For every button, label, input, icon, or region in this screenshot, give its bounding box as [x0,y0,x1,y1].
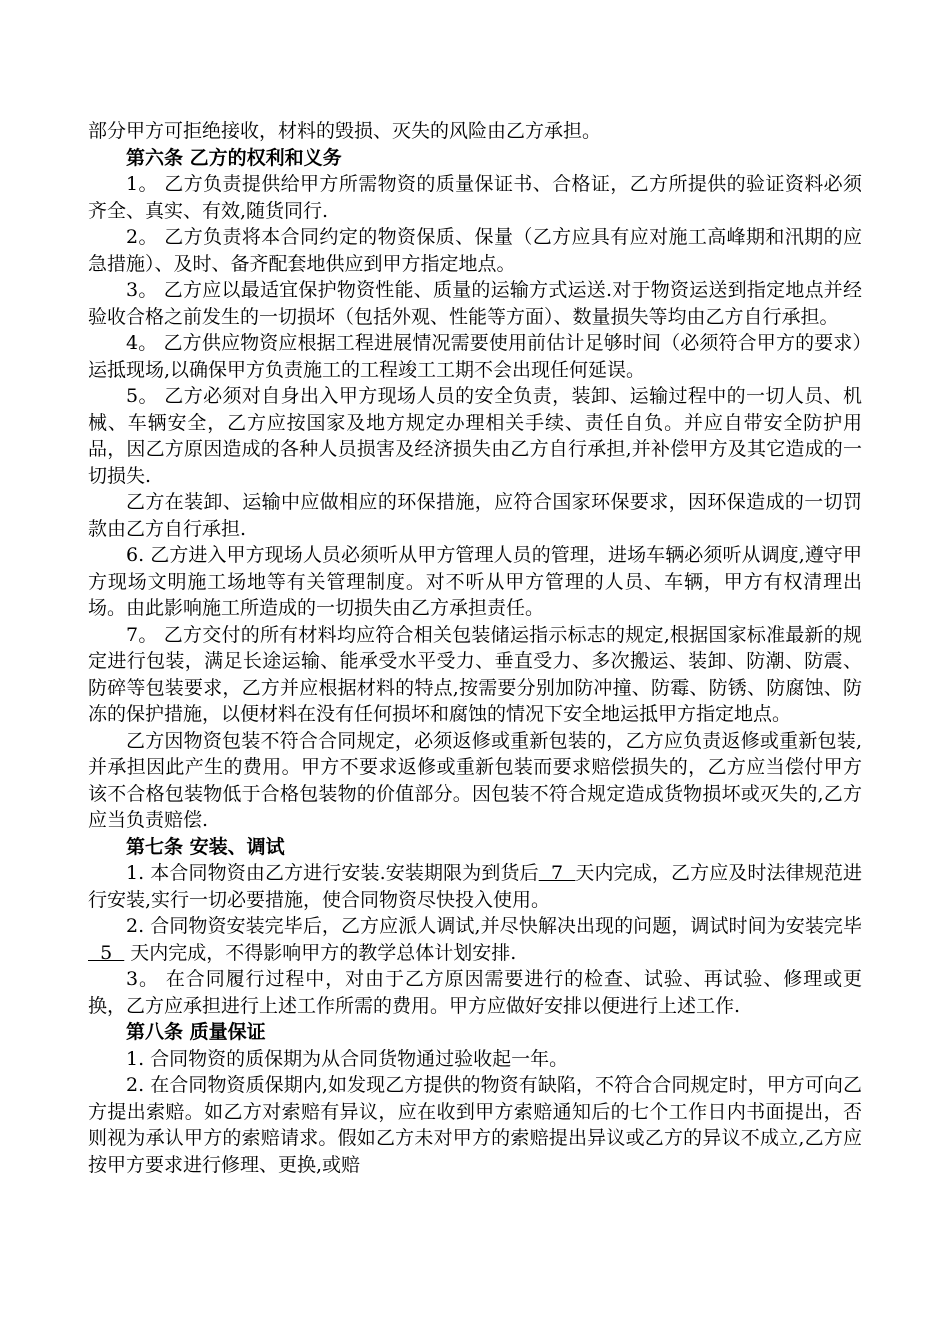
paragraph: 部分甲方可拒绝接收，材料的毁损、灭失的风险由乙方承担。 [88,120,602,142]
article-7-heading: 第七条 安装、调试 [126,835,285,858]
clause-6-6: 6. 乙方进入甲方现场人员必须听从甲方管理人员的管理，进场车辆必须听从调度,遵守甲方现场文明施工场地等有关管理制度。对不听从甲方管理的人员、车辆，甲方有权清理出场。由此影响施工所造成的一切损失由乙方承担责任。 [88,544,862,619]
clause-6-4: 4。 乙方供应物资应根据工程进展情况需要使用前估计足够时间（必须符合甲方的要求）运抵现场,以确保甲方负责施工的工程竣工工期不会出现任何延误。 [88,332,862,381]
clause-6-7-packaging: 乙方因物资包装不符合合同规定，必须返修或重新包装的，乙方应负责返修或重新包装,并承担因此产生的费用。甲方不要求返修或重新包装而要求赔偿损失的，乙方应当偿付甲方该不合格包装物低于合格包装物的价值部分。因包装不符合规定造成货物损坏或灭失的,乙方应当负责赔偿. [88,729,862,831]
clause-6-5: 5。 乙方必须对自身出入甲方现场人员的安全负责，装卸、运输过程中的一切人员、机械、车辆安全，乙方应按国家及地方规定办理相关手续、责任自负。并应自带安全防护用品，因乙方原因造成的各种人员损害及经济损失由乙方自行承担,并补偿甲方及其它造成的一切损失. [88,385,862,487]
install-days-field: 7 [538,862,576,884]
clause-6-1: 1。 乙方负责提供给甲方所需物资的质量保证书、合格证，乙方所提供的验证资料必须齐全、真实、有效,随货同行. [88,173,862,222]
clause-7-2-text-a: 2. 合同物资安装完毕后，乙方应派人调试,并尽快解决出现的问题，调试时间为安装完毕 [126,915,862,937]
debug-days-field: 5 [88,941,125,964]
article-8-heading: 第八条 质量保证 [126,1021,266,1043]
article-6-heading: 第六条 乙方的权利和义务 [126,146,342,169]
clause-6-5-environment: 乙方在装卸、运输中应做相应的环保措施，应符合国家环保要求，因环保造成的一切罚款由乙方自行承担. [88,491,862,540]
clause-7-1 [88,860,862,913]
clause-7-2 [88,913,862,966]
clause-7-1-text-b: 天内完成，乙方应及时法律规范进行安装,实行一切必要措施，使合同物资尽快投入使用。 [88,862,862,911]
clause-7-2-text-b: 天内完成，不得影响甲方的教学总体计划安排. [124,941,517,964]
clause-6-2: 2。 乙方负责将本合同约定的物资保质、保量（乙方应具有应对施工高峰期和汛期的应急措施）、及时、备齐配套地供应到甲方指定地点。 [88,226,862,275]
clause-8-1: 1. 合同物资的质保期为从合同货物通过验收起一年。 [126,1047,569,1070]
clause-7-1-text-a: 1. 本合同物资由乙方进行安装.安装期限为到货后 [126,862,539,884]
clause-6-3: 3。 乙方应以最适宜保护物资性能、质量的运输方式运送.对于物资运送到指定地点并经验收合格之前发生的一切损坏（包括外观、性能等方面）、数量损失等均由乙方自行承担。 [88,279,862,328]
clause-8-2: 2. 在合同物资质保期内,如发现乙方提供的物资有缺陷，不符合合同规定时，甲方可向乙方提出索赔。如乙方对索赔有异议，应在收到甲方索赔通知后的七个工作日内书面提出，否则视为承认甲方的索赔请求。假如乙方未对甲方的索赔提出异议或乙方的异议不成立,乙方应按甲方要求进行修理、更换,或赔 [88,1074,862,1176]
clause-6-7: 7。 乙方交付的所有材料均应符合相关包装储运指示标志的规定,根据国家标准最新的规定进行包装，满足长途运输、能承受水平受力、垂直受力、多次搬运、装卸、防潮、防震、防碎等包装要求，乙方并应根据材料的特点,按需要分别加防冲撞、防霉、防锈、防腐蚀、防冻的保护措施，以便材料在没有任何损坏和腐蚀的情况下安全地运抵甲方指定地点。 [88,623,862,725]
clause-7-3: 3。 在合同履行过程中，对由于乙方原因需要进行的检查、试验、再试验、修理或更换，乙方应承担进行上述工作所需的费用。甲方应做好安排以便进行上述工作. [88,968,862,1017]
document-page [88,118,862,1178]
